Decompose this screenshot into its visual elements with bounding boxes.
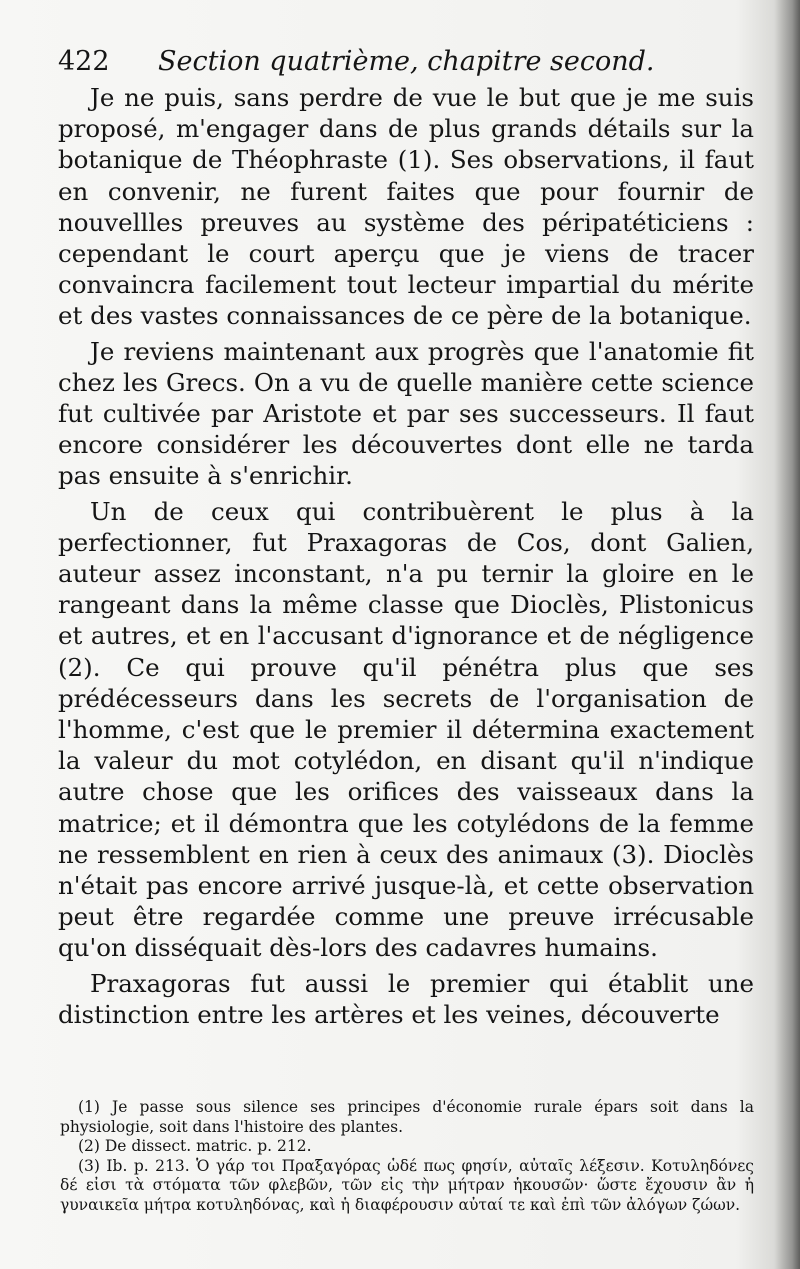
page-number: 422 bbox=[58, 46, 110, 77]
footnote-2: (2) De dissect. matric. p. 212. bbox=[78, 1137, 312, 1155]
main-text bbox=[58, 82, 754, 1030]
running-head: Section quatrième, chapitre second. bbox=[158, 46, 655, 77]
paragraph-1: Je ne puis, sans perdre de vue le but que je me suis proposé, m'engager dans de plus grands détails sur la botanique de Théophraste (1). Ses observations, il faut en convenir, ne furent faites que pour fournir de nouvellles preuves au système des péripatéticiens : cependant le court aperçu que je viens de tracer convaincra facilement tout lecteur impartial du mérite et des vastes connaissances de ce père de la botanique. bbox=[58, 83, 754, 331]
page-edge-shadow bbox=[774, 0, 800, 1269]
footnotes bbox=[60, 1098, 754, 1215]
page-header bbox=[58, 40, 668, 80]
paragraph-2: Je reviens maintenant aux progrès que l'anatomie fit chez les Grecs. On a vu de quelle manière cette science fut cultivée par Aristote et par ses successeurs. Il faut encore considérer les découvertes dont elle ne tarda pas ensuite à s'enrichir. bbox=[58, 336, 754, 491]
paragraph-4: Praxagoras fut aussi le premier qui établit une distinction entre les artères et les veines, découverte bbox=[58, 968, 754, 1029]
footnote-1: (1) Je passe sous silence ses principes d'économie rurale épars soit dans la physiologie, soit dans l'histoire des plantes. bbox=[60, 1098, 754, 1136]
footnote-3: (3) Ib. p. 213. Ὁ γάρ τοι Πραξαγόρας ὡδέ πως φησίν, αὐταῖς λέξεσιν. Κοτυληδόνες δέ εἰσι τὰ στόματα τῶν φλεβῶν, τῶν εἰς τὴν μήτραν ἡκουσῶν· ὥστε ἔχουσιν ἂν ἡ γυναικεῖα μήτρα κοτυληδόνας, καὶ ἡ διαφέρουσιν αὐταί τε καὶ ἐπὶ τῶν ἀλόγων ζώων. bbox=[60, 1156, 754, 1214]
paragraph-3: Un de ceux qui contribuèrent le plus à la perfectionner, fut Praxagoras de Cos, dont Galien, auteur assez inconstant, n'a pu ternir la gloire en le rangeant dans la même classe que Dioclès, Plistonicus et autres, et en l'accusant d'ignorance et de négligence (2). Ce qui prouve qu'il pénétra plus que ses prédécesseurs dans les secrets de l'organisation de l'homme, c'est que le premier il détermina exactement la valeur du mot cotylédon, en disant qu'il n'indique autre chose que les orifices des vaisseaux dans la matrice; et il démontra que les cotylédons de la femme ne ressemblent en rien à ceux des animaux (3). Dioclès n'était pas encore arrivé jusque-là, et cette observation peut être regardée comme une preuve irrécusable qu'on disséquait dès-lors des cadavres humains. bbox=[58, 496, 754, 963]
